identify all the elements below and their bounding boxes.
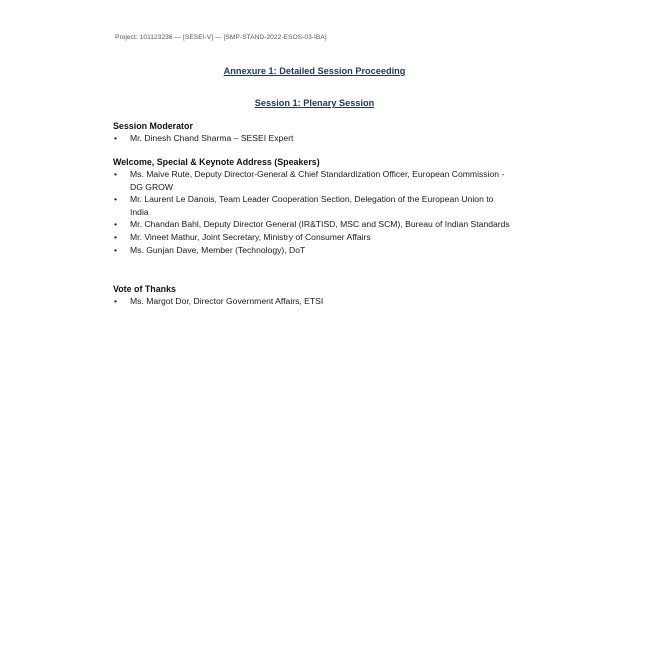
list-item [113,295,533,308]
bullet-icon: • [114,231,118,242]
list-item [113,244,512,257]
speakers-heading: Welcome, Special & Keynote Address (Speakers) [113,157,320,167]
vote-of-thanks-section [113,283,533,308]
vote-of-thanks-heading: Vote of Thanks [113,284,176,294]
bullet-icon: • [114,219,118,230]
speakers-list [113,168,533,256]
bullet-icon: • [114,296,118,306]
list-item-text: Ms. Gunjan Dave, Member (Technology), DoT [130,244,306,255]
list-item-text: Mr. Dinesh Chand Sharma – SESEI Expert [130,133,294,143]
list-item-text: Mr. Vineet Mathur, Joint Secretary, Ministry of Consumer Affairs [130,231,371,242]
project-header: Project: 101123236 — [SESEI-V] — [SMP-STAND-2022-ESOS-03-IBA] [115,34,327,41]
list-item [113,132,533,145]
bullet-icon: • [114,244,118,255]
moderator-list [113,132,533,145]
vote-of-thanks-list [113,295,533,308]
bullet-icon: • [114,133,118,143]
moderator-section [113,120,533,145]
list-item [113,168,512,193]
list-item-text: Mr. Chandan Bahl, Deputy Director General (IR&TISD, MSC and SCM), Bureau of Indian Standards [130,219,510,230]
list-item-text: Ms. Maive Rute, Deputy Director-General & Chief Standardization Officer, European Commission - DG GROW [130,169,505,192]
bullet-icon: • [114,169,118,179]
bullet-icon: • [114,194,118,205]
list-item [113,231,512,244]
list-item [113,193,512,218]
annexure-title: Annexure 1: Detailed Session Proceeding [223,66,406,76]
list-item [113,218,512,231]
list-item-text: Ms. Margot Dor, Director Government Affairs, ETSI [130,296,324,306]
list-item-text: Mr. Laurent Le Danois, Team Leader Cooperation Section, Delegation of the European Union to India [130,194,494,217]
speakers-section [113,156,533,256]
moderator-heading: Session Moderator [113,121,193,131]
session-title: Session 1: Plenary Session [254,98,375,108]
